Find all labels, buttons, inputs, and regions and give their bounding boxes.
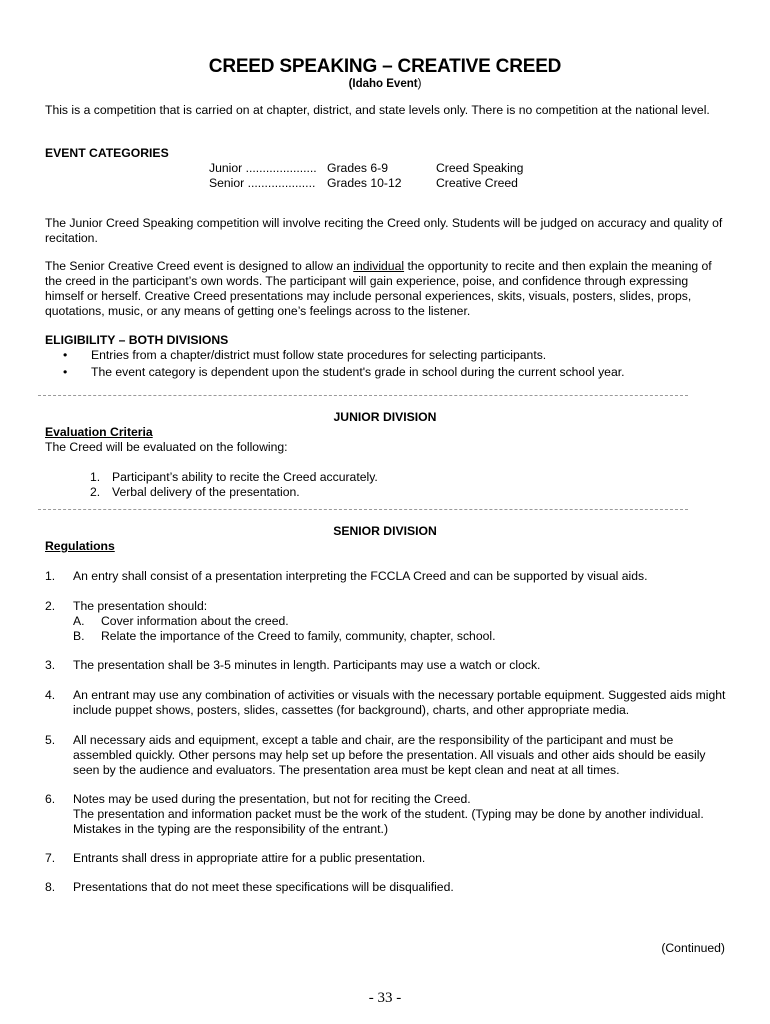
regulation-subitem <box>73 614 289 629</box>
eligibility-bullet <box>63 365 625 380</box>
criteria-item <box>90 485 300 500</box>
regulation-number: 6. <box>45 792 56 806</box>
regulation-text: Notes may be used during the presentation, but not for reciting the Creed. <box>73 792 471 806</box>
bullet-icon: • <box>63 348 68 362</box>
regulation-number: 8. <box>45 880 56 894</box>
regulation-number: 4. <box>45 688 56 702</box>
junior-division-heading: JUNIOR DIVISION <box>333 410 437 424</box>
criteria-text: Verbal delivery of the presentation. <box>112 485 300 499</box>
evaluation-criteria-intro: The Creed will be evaluated on the following: <box>45 440 288 454</box>
regulation-text: All necessary aids and equipment, except a table and chair, are the responsibility of the participant and must be assembled quickly. Other persons may help set up before the presentation. All visuals and other aids should be easily seen by the audience and evaluators. The presentation area must be kept clean and neat at all times. <box>73 733 706 777</box>
subitem-letter: B. <box>73 629 85 643</box>
regulation-subitem <box>73 629 495 644</box>
criteria-item <box>90 470 378 485</box>
category-senior-event: Creative Creed <box>436 176 518 190</box>
regulation-text: Presentations that do not meet these specifications will be disqualified. <box>73 880 454 894</box>
category-senior-grades: Grades 10-12 <box>327 176 402 190</box>
regulation-number: 5. <box>45 733 56 747</box>
subtitle-text: (Idaho Event <box>348 78 418 90</box>
eligibility-bullet-text: Entries from a chapter/district must follow state procedures for selecting participants. <box>91 348 547 362</box>
category-junior-event: Creed Speaking <box>436 161 524 175</box>
page-number: - 33 - <box>368 990 402 1006</box>
subitem-letter: A. <box>73 614 85 628</box>
senior-paragraph <box>45 259 725 319</box>
criteria-text: Participant’s ability to recite the Creed accurately. <box>112 470 378 484</box>
regulation-text: The presentation shall be 3-5 minutes in length. Participants may use a watch or clock. <box>73 658 541 672</box>
eligibility-heading: ELIGIBILITY – BOTH DIVISIONS <box>45 333 229 347</box>
document-subtitle <box>0 78 770 90</box>
category-junior-grades: Grades 6-9 <box>327 161 388 175</box>
event-categories-heading: EVENT CATEGORIES <box>45 146 169 160</box>
eligibility-bullet-text: The event category is dependent upon the student's grade in school during the current school year. <box>91 365 625 379</box>
regulation-number: 3. <box>45 658 56 672</box>
subitem-text: Cover information about the creed. <box>101 614 289 628</box>
senior-division-heading: SENIOR DIVISION <box>333 524 437 538</box>
category-junior-level: Junior ..................... <box>209 161 317 175</box>
junior-paragraph: The Junior Creed Speaking competition will involve reciting the Creed only. Students will be judged on accuracy and quality of recitation. <box>45 216 723 245</box>
evaluation-criteria-heading: Evaluation Criteria <box>45 425 153 439</box>
regulation-text: The presentation and information packet must be the work of the student. (Typing may be done by another individual. Mistakes in the typing are the responsibility of the entrant.) <box>73 807 704 836</box>
criteria-number: 1. <box>90 470 101 484</box>
regulation-text: An entrant may use any combination of activities or visuals with the necessary portable equipment. Suggested aids might include puppet shows, posters, slides, cassettes (for background), charts, and other appropriate media. <box>73 688 726 717</box>
regulations-heading: Regulations <box>45 539 115 553</box>
regulation-text: Entrants shall dress in appropriate attire for a public presentation. <box>73 851 426 865</box>
senior-paragraph-underlined: individual <box>353 259 405 273</box>
subtitle-close: ) <box>417 78 422 90</box>
senior-paragraph-start: The Senior Creative Creed event is designed to allow an <box>45 259 354 273</box>
document-title: CREED SPEAKING – CREATIVE CREED <box>208 56 562 77</box>
regulation-text: An entry shall consist of a presentation interpreting the FCCLA Creed and can be supported by visual aids. <box>73 569 648 583</box>
subitem-text: Relate the importance of the Creed to family, community, chapter, school. <box>101 629 496 643</box>
continued-note: (Continued) <box>661 941 725 955</box>
regulation-number: 1. <box>45 569 56 583</box>
bullet-icon: • <box>63 365 68 379</box>
intro-paragraph: This is a competition that is carried on at chapter, district, and state levels only. There is no competition at the national level. <box>45 103 710 117</box>
senior-paragraph-rest: the opportunity to recite and then explain the meaning of the creed in the participant’s own words. The participant will gain experience, poise, and confidence through expressing himself or herself. Creative Creed presentations may include personal experiences, skits, visuals, posters, slides, props, quotations, music, or any means of getting one’s feelings across to the listener. <box>45 259 712 318</box>
category-senior-level: Senior .................... <box>209 176 316 190</box>
regulation-number: 2. <box>45 599 56 613</box>
criteria-number: 2. <box>90 485 101 499</box>
section-divider <box>38 509 688 510</box>
section-divider <box>38 395 688 396</box>
regulation-text: The presentation should: <box>73 599 208 613</box>
eligibility-bullet <box>63 348 546 363</box>
regulation-number: 7. <box>45 851 56 865</box>
